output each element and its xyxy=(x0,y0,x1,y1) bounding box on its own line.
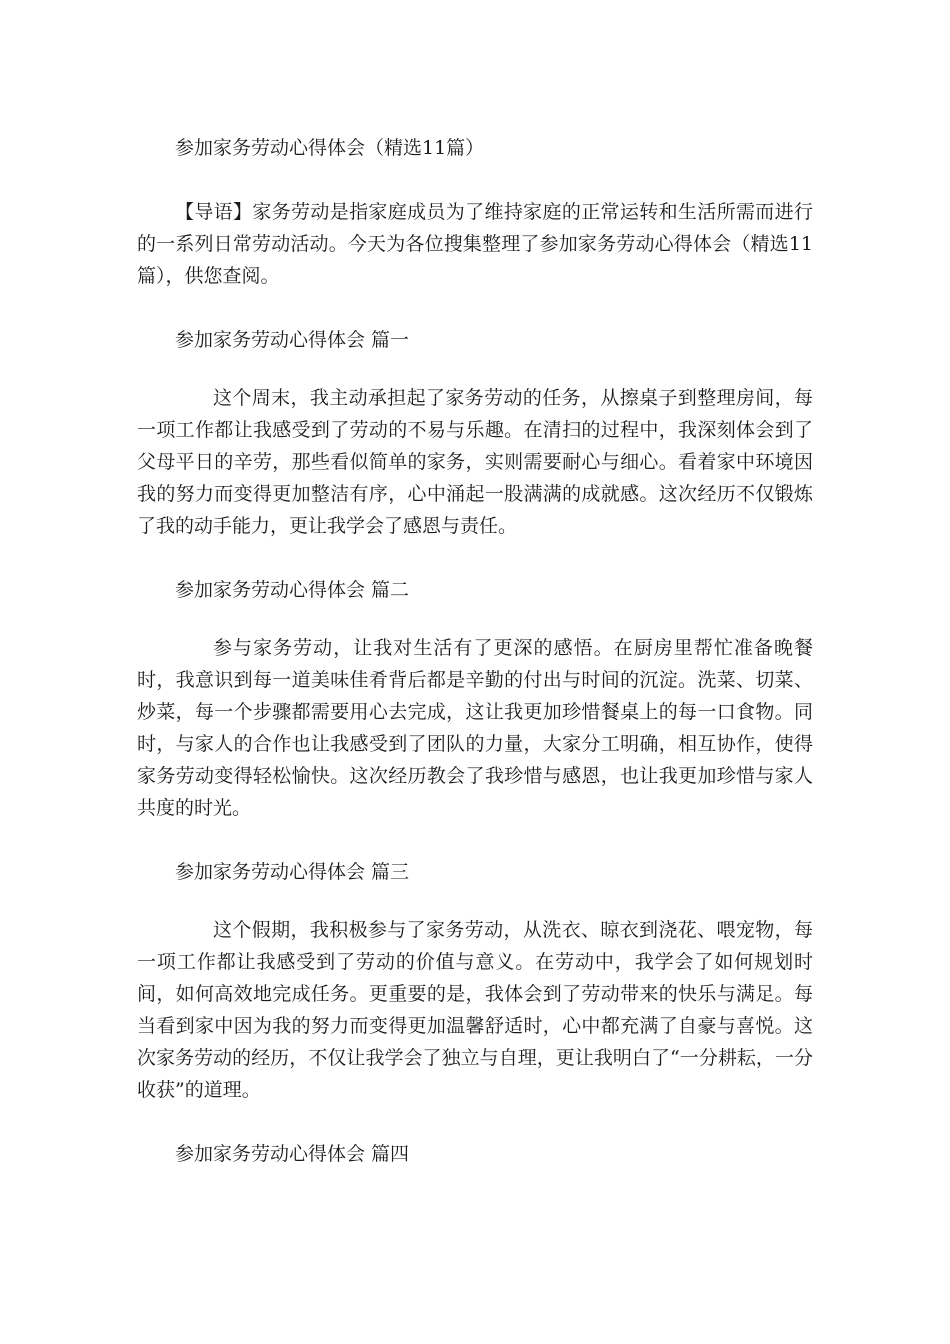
section-body-3: 这个假期，我积极参与了家务劳动，从洗衣、晾衣到浇花、喂宠物，每一项工作都让我感受到了劳动的价值与意义。在劳动中，我学会了如何规划时间，如何高效地完成任务。更重要的是，我体会到了劳动带来的快乐与满足。每当看到家中因为我的努力而变得更加温馨舒适时，心中都充满了自豪与喜悦。这次家务劳动的经历，不仅让我学会了独立与自理，更让我明白了“一分耕耘，一分收获”的道理。 xyxy=(137,919,813,1101)
section-heading-3: 参加家务劳动心得体会 篇三 xyxy=(175,861,410,883)
section-body-2: 参与家务劳动，让我对生活有了更深的感悟。在厨房里帮忙准备晚餐时，我意识到每一道美味佳肴背后都是辛勤的付出与时间的沉淀。洗菜、切菜、炒菜，每一个步骤都需要用心去完成，这让我更加珍惜餐桌上的每一口食物。同时，与家人的合作也让我感受到了团队的力量，大家分工明确，相互协作，使得家务劳动变得轻松愉快。这次经历教会了我珍惜与感恩，也让我更加珍惜与家人共度的时光。 xyxy=(137,637,813,819)
section-body-1: 这个周末，我主动承担起了家务劳动的任务，从擦桌子到整理房间，每一项工作都让我感受到了劳动的不易与乐趣。在清扫的过程中，我深刻体会到了父母平日的辛劳，那些看似简单的家务，实则需要耐心与细心。看着家中环境因我的努力而变得更加整洁有序，心中涌起一股满满的成就感。这次经历不仅锻炼了我的动手能力，更让我学会了感恩与责任。 xyxy=(137,387,813,537)
intro-paragraph: 【导语】家务劳动是指家庭成员为了维持家庭的正常运转和生活所需而进行的一系列日常劳动活动。今天为各位搜集整理了参加家务劳动心得体会（精选11篇），供您查阅。 xyxy=(137,201,813,287)
section-heading-2: 参加家务劳动心得体会 篇二 xyxy=(175,579,410,601)
section-heading-1: 参加家务劳动心得体会 篇一 xyxy=(175,329,410,351)
document-page xyxy=(137,128,813,1174)
document-title: 参加家务劳动心得体会（精选11篇） xyxy=(175,137,485,159)
section-heading-4: 参加家务劳动心得体会 篇四 xyxy=(175,1143,410,1165)
